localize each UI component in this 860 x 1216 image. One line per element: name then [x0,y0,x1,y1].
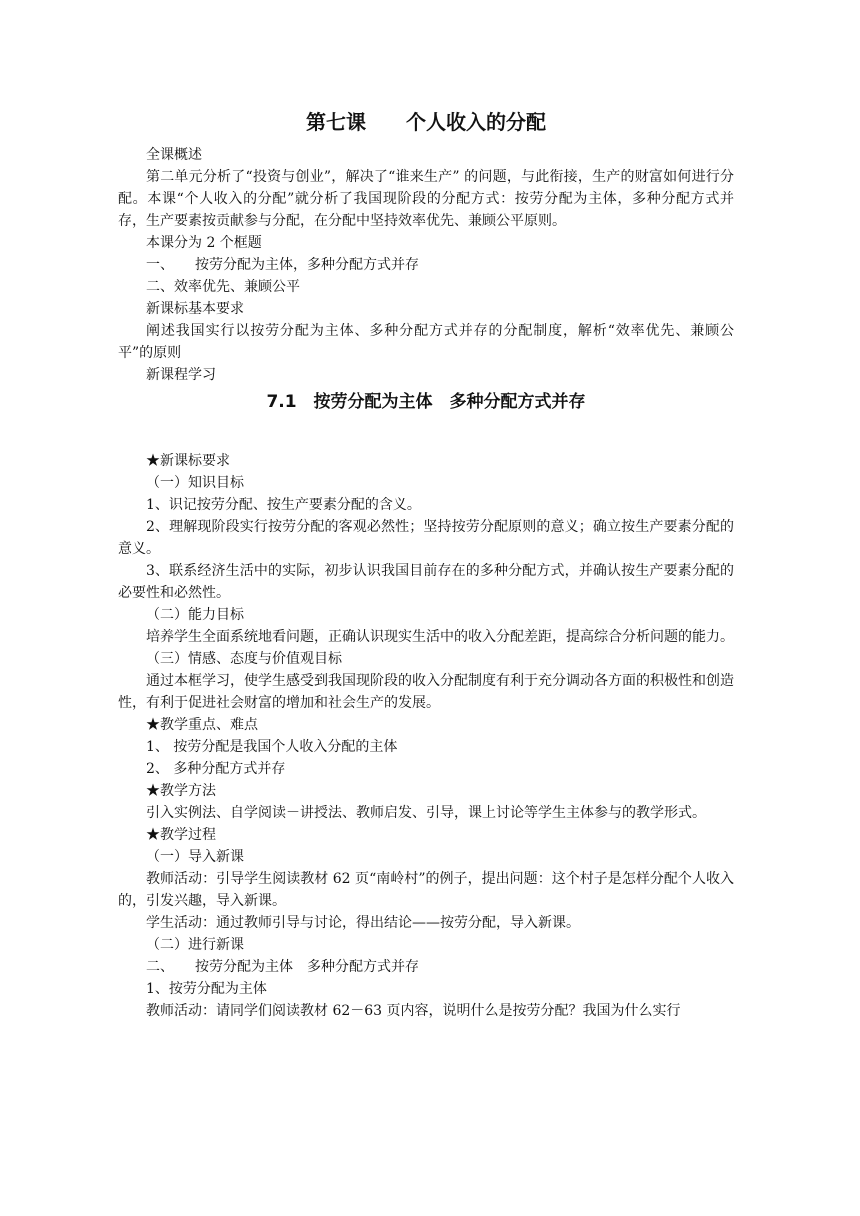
ability-text: 培养学生全面系统地看问题，正确认识现实生活中的收入分配差距，提高综合分析问题的能力。 [146,629,734,645]
emotion-text: 通过本框学习，使学生感受到我国现阶段的收入分配制度有利于充分调动各方面的积极性和创造性，有利于促进社会财富的增加和社会生产的发展。 [118,673,734,711]
method-heading: ★教学方法 [146,783,216,799]
document-page [118,108,734,1022]
lesson-title: 第七课 个人收入的分配 [306,110,546,134]
new-lesson-item: 二、 按劳分配为主体 多种分配方式并存 [146,959,419,975]
knowledge-item-1: 1、识记按劳分配、按生产要素分配的含义。 [146,497,421,513]
new-lesson-subitem: 1、按劳分配为主体 [146,981,267,997]
overview-heading: 全课概述 [146,147,202,163]
ability-heading: （二）能力目标 [146,607,244,623]
frame-item-2: 二、效率优先、兼顾公平 [146,279,300,295]
key-point-1: 1、 按劳分配是我国个人收入分配的主体 [146,739,398,755]
new-lesson-heading: （二）进行新课 [146,937,244,953]
knowledge-item-2: 2、理解现阶段实行按劳分配的客观必然性；坚持按劳分配原则的意义；确立按生产要素分配的意义。 [118,519,734,557]
frame-item-1: 一、 按劳分配为主体，多种分配方式并存 [146,257,419,273]
knowledge-item-3: 3、联系经济生活中的实际，初步认识我国目前存在的多种分配方式，并确认按生产要素分配的必要性和必然性。 [118,563,734,601]
intro-student-activity: 学生活动：通过教师引导与讨论，得出结论——按劳分配，导入新课。 [146,915,580,931]
section-title: 7.1 按劳分配为主体 多种分配方式并存 [266,392,586,412]
emotion-heading: （三）情感、态度与价值观目标 [146,651,342,667]
key-point-2: 2、 多种分配方式并存 [146,761,286,777]
knowledge-heading: （一）知识目标 [146,475,244,491]
new-lesson-teacher-activity: 教师活动：请同学们阅读教材 62－63 页内容，说明什么是按劳分配？我国为什么实行 [146,1003,681,1019]
key-points-heading: ★教学重点、难点 [146,717,258,733]
overview-text: 第二单元分析了“投资与创业”，解决了“谁来生产” 的问题，与此衔接，生产的财富如何进行分配。本课“个人收入的分配”就分析了我国现阶段的分配方式：按劳分配为主体，多种分配方式并存，生产要素按贡献参与分配，在分配中坚持效率优先、兼顾公平原则。 [118,169,734,229]
method-text: 引入实例法、自学阅读－讲授法、教师启发、引导，课上讨论等学生主体参与的教学形式。 [146,805,706,821]
intro-heading: （一）导入新课 [146,849,244,865]
requirements-heading: ★新课标要求 [146,453,230,469]
intro-teacher-activity: 教师活动：引导学生阅读教材 62 页“南岭村”的例子，提出问题：这个村子是怎样分配个人收入的，引发兴趣，导入新课。 [118,871,734,909]
frames-intro: 本课分为 2 个框题 [146,235,262,251]
process-heading: ★教学过程 [146,827,216,843]
standard-text: 阐述我国实行以按劳分配为主体、多种分配方式并存的分配制度，解析“效率优先、兼顾公平”的原则 [118,323,734,361]
study-heading: 新课程学习 [146,367,216,383]
standard-heading: 新课标基本要求 [146,301,244,317]
